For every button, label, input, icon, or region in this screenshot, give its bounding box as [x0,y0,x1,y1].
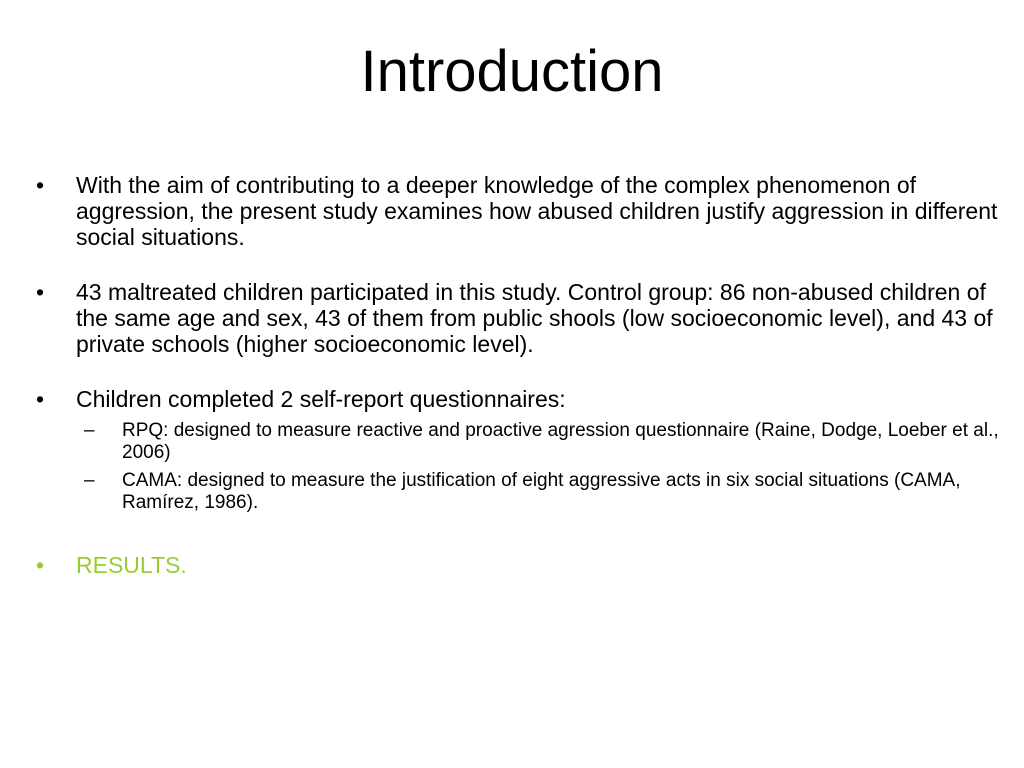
bullet-text: With the aim of contributing to a deeper knowledge of the complex phenomenon of aggression, the present study examines how abused children justify aggression in different social situations. [76,172,998,250]
questionnaire-list [84,420,1008,514]
sub-bullet-marker: – [84,420,95,441]
bullet-marker: • [36,386,45,412]
sub-bullet-cama [84,470,1008,514]
bullet-marker: • [36,552,45,578]
bullet-participants [36,279,1008,357]
sub-bullet-text: RPQ: designed to measure reactive and proactive agression questionnaire (Raine, Dodge, Loeber et al., 2006) [122,420,999,463]
results-link: RESULTS. [76,552,187,578]
sub-bullet-text: CAMA: designed to measure the justification of eight aggressive acts in six social situations (CAMA, Ramírez, 1986). [122,470,961,513]
bullet-marker: • [36,172,45,198]
slide-content [36,172,1008,607]
bullet-questionnaires [36,386,1008,412]
bullet-text: Children completed 2 self-report questionnaires: [76,386,566,412]
sub-bullet-marker: – [84,470,95,491]
bullet-aim [36,172,1008,250]
bullet-results [36,552,1008,578]
slide-title: Introduction [360,39,664,104]
bullet-marker: • [36,279,45,305]
bullet-text: 43 maltreated children participated in this study. Control group: 86 non-abused children of the same age and sex, 43 of them from public shools (low socioeconomic level), and 43 of private schools (higher socioeconomic level). [76,279,993,357]
sub-bullet-rpq [84,420,1008,464]
